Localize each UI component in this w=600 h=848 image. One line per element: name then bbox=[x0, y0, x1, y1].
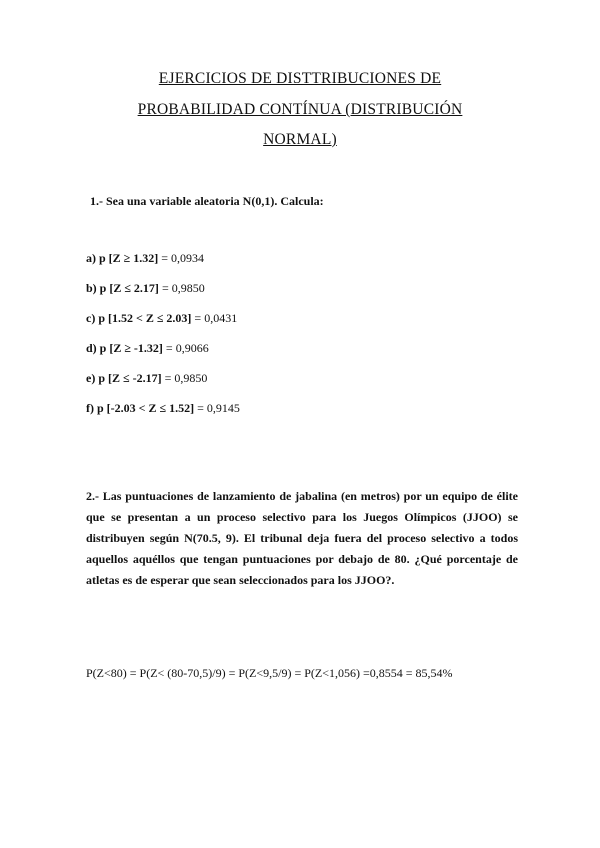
item-result: = 0,9850 bbox=[161, 371, 208, 385]
question-1-item-f bbox=[86, 401, 240, 416]
item-result: = 0,9145 bbox=[194, 401, 240, 415]
question-2-prompt: 2.- Las puntuaciones de lanzamiento de jabalina (en metros) por un equipo de élite que se presentan a un proceso selectivo para los Juegos Olímpicos (JJOO) se distribuyen según N(70.5, 9). El tribunal deja fuera del proceso selectivo a todos aquellos aquéllos que tengan puntuaciones por debajo de 80. ¿Qué porcentaje de atletas es de esperar que sean seleccionados para los JJOO?. bbox=[86, 489, 518, 587]
item-result: = 0,0431 bbox=[191, 311, 238, 325]
item-result: = 0,9066 bbox=[162, 341, 209, 355]
question-1-item-e bbox=[86, 371, 207, 386]
document-title-line-1: EJERCICIOS DE DISTTRIBUCIONES DE bbox=[158, 70, 442, 87]
question-1-item-a bbox=[86, 251, 204, 266]
question-1-item-b bbox=[86, 281, 205, 296]
document-title-line-2: PROBABILIDAD CONTÍNUA (DISTRIBUCIÓN bbox=[137, 101, 463, 118]
item-expression: e) p [Z ≤ -2.17] bbox=[86, 371, 162, 385]
question-2-solution: P(Z<80) = P(Z< (80-70,5)/9) = P(Z<9,5/9) = P(Z<1,056) =0,8554 = 85,54% bbox=[86, 666, 453, 680]
question-1-item-d bbox=[86, 341, 209, 356]
item-expression: b) p [Z ≤ 2.17] bbox=[86, 281, 159, 295]
question-1-item-c bbox=[86, 311, 237, 326]
document-title-line-3: NORMAL) bbox=[263, 131, 337, 148]
question-1-prompt: 1.- Sea una variable aleatoria N(0,1). Calcula: bbox=[90, 194, 324, 208]
item-expression: d) p [Z ≥ -1.32] bbox=[86, 341, 163, 355]
item-expression: f) p [-2.03 < Z ≤ 1.52] bbox=[86, 401, 195, 415]
item-result: = 0,9850 bbox=[158, 281, 205, 295]
item-expression: a) p [Z ≥ 1.32] bbox=[86, 251, 159, 265]
item-result: = 0,0934 bbox=[158, 251, 205, 265]
item-expression: c) p [1.52 < Z ≤ 2.03] bbox=[86, 311, 192, 325]
